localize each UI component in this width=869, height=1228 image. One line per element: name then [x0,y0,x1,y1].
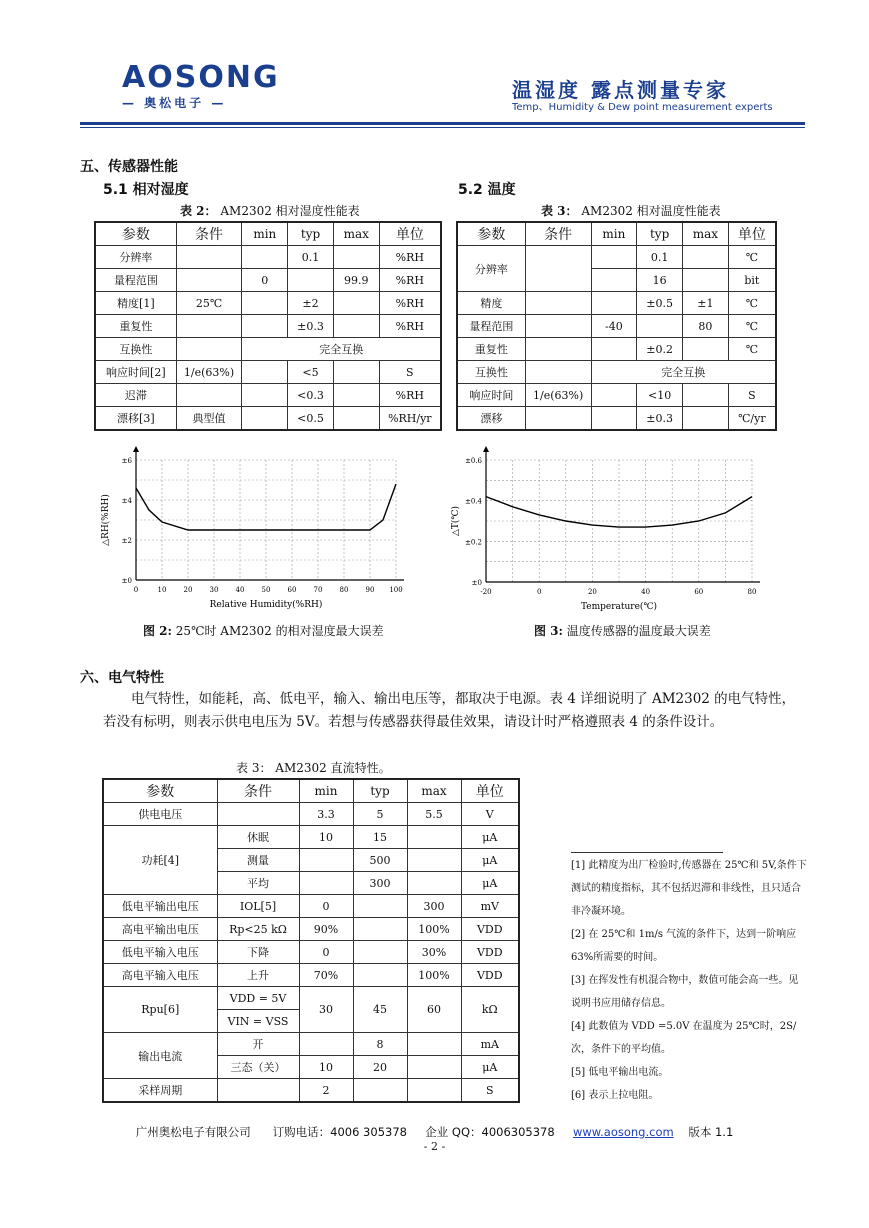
table-cell: <10 [637,384,683,407]
x-tick-label: 40 [235,586,245,594]
y-tick-label: ±4 [121,497,132,505]
header-cell: 条件 [176,222,242,246]
table-cell: 8 [353,1033,407,1056]
table-cell [353,918,407,941]
table-cell: 2 [299,1079,353,1103]
table-row [457,407,776,431]
table-cell: ±0.3 [637,407,683,431]
table-cell: ±1 [683,292,729,315]
table-header-row [457,222,776,246]
table-cell: 80 [683,315,729,338]
table-cell: 供电电压 [103,803,217,826]
table-cell [525,246,591,292]
dc-characteristics-table [102,778,520,1103]
table-cell: ℃ [728,292,776,315]
y-tick-label: ±0 [121,577,132,585]
x-tick-label: 10 [157,586,167,594]
table-cell: 测量 [217,849,299,872]
table-cell: 100% [407,918,461,941]
table-cell: 响应时间 [457,384,525,407]
table-cell: mV [461,895,519,918]
table-cell [333,315,379,338]
header-cell: 单位 [379,222,441,246]
header-cell: typ [288,222,334,246]
table-cell [591,338,637,361]
x-axis-label: Relative Humidity(%RH) [209,600,323,610]
table-cell: 分辨率 [457,246,525,292]
table-cell [242,407,288,431]
table-cell: μA [461,849,519,872]
table-cell [591,246,637,269]
header-cell: 参数 [457,222,525,246]
table-cell [242,246,288,269]
table-cell: 100% [407,964,461,987]
table-cell [591,407,637,431]
table-cell [242,384,288,407]
table-cell [176,384,242,407]
table-cell: 300 [407,895,461,918]
table-cell: ℃/yr [728,407,776,431]
table-cell [591,292,637,315]
table-cell: 10 [299,1056,353,1079]
table-cell: ℃ [728,246,776,269]
table-cell [288,269,334,292]
footer-website-link[interactable]: www.aosong.com [572,1125,674,1139]
table-cell [353,964,407,987]
y-tick-label: ±2 [121,537,132,545]
table-cell [407,1056,461,1079]
header-cell: max [407,779,461,803]
company-logo-subtitle: — 奥松电子 — [122,96,227,110]
table-cell: VDD [461,941,519,964]
table-caption [180,202,360,219]
footnotes [571,854,807,1107]
table-caption-text: AM2302 直流特性。 [275,761,391,775]
table-cell: 漂移[3] [95,407,176,431]
footer-version: 版本 1.1 [688,1125,734,1139]
table-cell: 70% [299,964,353,987]
table-cell: 开 [217,1033,299,1056]
table-cell: 30% [407,941,461,964]
table-cell: %RH [379,384,441,407]
table-cell [407,1033,461,1056]
table-caption [236,759,391,776]
subsection-title-humidity: 5.1 相对湿度 [103,182,189,198]
x-axis-label: Temperature(℃) [580,602,658,612]
table-cell: ±2 [288,292,334,315]
table-row [103,987,519,1010]
table-cell: 低电平输出电压 [103,895,217,918]
table-cell [683,338,729,361]
table-cell: 30 [299,987,353,1033]
table-caption-text: AM2302 相对湿度性能表 [220,204,360,218]
x-tick-label: 100 [389,586,403,594]
table-cell: VIN = VSS [217,1010,299,1033]
table-cell [683,384,729,407]
table-cell [333,292,379,315]
table-cell: 量程范围 [457,315,525,338]
table-cell: IOL[5] [217,895,299,918]
table-cell: 20 [353,1056,407,1079]
section-title: 六、电气特性 [80,670,164,686]
header-cell: min [591,222,637,246]
table-cell: 下降 [217,941,299,964]
table-cell: 低电平输入电压 [103,941,217,964]
x-tick-label: 0 [536,588,542,596]
table-cell: ±0.2 [637,338,683,361]
section-title: 五、传感器性能 [80,159,178,175]
header-cell: max [333,222,379,246]
table-cell: mA [461,1033,519,1056]
table-cell [333,361,379,384]
table-cell [217,803,299,826]
table-row [103,1079,519,1103]
table-cell: 休眠 [217,826,299,849]
header-cell: 单位 [728,222,776,246]
table-row [95,338,441,361]
table-row [457,361,776,384]
footnote: [2] 在 25℃和 1m/s 气流的条件下，达到一阶响应 63%所需要的时间。 [571,929,797,963]
header-cell: 参数 [95,222,176,246]
subsection-title-temp: 5.2 温度 [458,182,516,198]
table-cell [176,246,242,269]
table-cell: kΩ [461,987,519,1033]
header-slogan: 温湿度 露点测量专家 [512,78,729,102]
table-cell: 量程范围 [95,269,176,292]
table-row [95,246,441,269]
table-cell: 响应时间[2] [95,361,176,384]
table-cell: 1/e(63%) [525,384,591,407]
table-cell: 三态（关） [217,1056,299,1079]
x-tick-label: 60 [287,586,297,594]
figure-caption-label: 图 3: [534,624,563,638]
figure-caption [534,622,711,639]
humidity-performance-table [94,221,442,431]
header-cell: typ [637,222,683,246]
table-row [103,826,519,849]
table-cell [525,292,591,315]
table-cell: μA [461,1056,519,1079]
section-paragraph: 电气特性，如能耗，高、低电平，输入、输出电压等，都取决于电源。表 4 详细说明了 AM2302 的电气特性，若没有标明，则表示供电电压为 5V。若想与传感器获得最佳效果，请设计时严格遵照表 4 的条件设计。 [103,691,796,730]
table-cell: S [728,384,776,407]
table-cell: 功耗[4] [103,826,217,895]
temperature-performance-table [456,221,777,431]
table-cell: 500 [353,849,407,872]
table-cell: 99.9 [333,269,379,292]
table-cell: 45 [353,987,407,1033]
table-row [95,315,441,338]
table-cell: 3.3 [299,803,353,826]
table-cell [525,407,591,431]
temperature-error-chart [430,440,770,620]
table-cell [217,1079,299,1103]
table-cell: VDD [461,964,519,987]
table-cell: 60 [407,987,461,1033]
table-row [95,384,441,407]
table-cell [353,1079,407,1103]
table-cell: 高电平输出电压 [103,918,217,941]
y-tick-label: ±0.6 [465,457,482,465]
table-cell [407,872,461,895]
header-cell: 参数 [103,779,217,803]
figure-caption [143,622,384,639]
table-cell: 重复性 [95,315,176,338]
table-cell: 0 [242,269,288,292]
header-cell: max [683,222,729,246]
y-axis-arrow [133,446,139,452]
header-slogan-en: Temp、Humidity & Dew point measurement experts [512,102,773,113]
table-cell: -40 [591,315,637,338]
x-tick-label: 80 [747,588,757,596]
header-cell: 条件 [217,779,299,803]
table-row [103,941,519,964]
table-row [103,964,519,987]
table-row [103,1033,519,1056]
table-caption-text: AM2302 相对温度性能表 [581,204,721,218]
error-curve [136,484,396,530]
footer-qq: 企业 QQ：4006305378 [425,1125,555,1139]
footnote: [3] 在挥发性有机混合物中，数值可能会高一些。见说明书应用储存信息。 [571,975,799,1009]
page-footer [0,1124,869,1140]
table-cell: 迟滞 [95,384,176,407]
header-rule-thin [80,127,805,128]
header-cell: 单位 [461,779,519,803]
table-cell [525,338,591,361]
table-cell: 300 [353,872,407,895]
table-row [95,407,441,431]
table-cell: 15 [353,826,407,849]
table-cell [407,849,461,872]
table-cell: 平均 [217,872,299,895]
table-row [95,361,441,384]
y-tick-label: ±6 [121,457,132,465]
table-cell: %RH/yr [379,407,441,431]
table-cell: 90% [299,918,353,941]
table-cell [333,246,379,269]
x-tick-label: 0 [133,586,139,594]
table-cell: 采样周期 [103,1079,217,1103]
x-tick-label: -20 [480,588,492,596]
table-cell: 0 [299,895,353,918]
table-cell: 0.1 [637,246,683,269]
table-cell [333,407,379,431]
table-cell [683,269,729,292]
table-cell [525,315,591,338]
table-cell [176,338,242,361]
table-cell [353,941,407,964]
y-tick-label: ±0 [471,579,482,587]
footnote-rule [571,852,723,853]
table-caption-label: 表 3： [541,204,578,218]
y-axis-label: △T(℃) [451,505,461,537]
table-cell [242,315,288,338]
x-tick-label: 90 [365,586,375,594]
table-header-row [95,222,441,246]
table-cell [353,895,407,918]
footer-company: 广州奥松电子有限公司 [135,1125,251,1139]
table-cell [683,407,729,431]
table-cell: 高电平输入电压 [103,964,217,987]
table-caption-label: 表 3： [236,761,272,775]
table-cell: 上升 [217,964,299,987]
table-cell: Rpu[6] [103,987,217,1033]
table-cell: S [461,1079,519,1103]
footnote: [6] 表示上拉电阻。 [571,1090,659,1101]
table-cell: %RH [379,315,441,338]
x-tick-label: 40 [641,588,651,596]
table-row [457,315,776,338]
table-cell [637,315,683,338]
table-cell [176,315,242,338]
table-cell: VDD [461,918,519,941]
table-cell: %RH [379,246,441,269]
footnote: [5] 低电平输出电流。 [571,1067,669,1078]
table-cell: μA [461,826,519,849]
table-cell: Rp<25 kΩ [217,918,299,941]
table-cell: <0.3 [288,384,334,407]
table-cell: %RH [379,292,441,315]
table-cell: ±0.5 [637,292,683,315]
table-cell [407,1079,461,1103]
table-cell: 分辨率 [95,246,176,269]
table-row [95,269,441,292]
table-cell [525,361,591,384]
humidity-error-chart [96,440,416,620]
table-cell [176,269,242,292]
table-cell [299,1033,353,1056]
table-cell: 典型值 [176,407,242,431]
page-number: - 2 - [423,1140,446,1153]
table-cell [299,849,353,872]
table-cell: 重复性 [457,338,525,361]
x-tick-label: 50 [261,586,271,594]
table-cell: 漂移 [457,407,525,431]
table-cell: 完全互换 [242,338,441,361]
table-cell: 互换性 [457,361,525,384]
y-axis-arrow [483,446,489,452]
table-row [103,895,519,918]
table-cell: bit [728,269,776,292]
table-row [457,246,776,269]
table-caption-label: 表 2： [180,204,217,218]
table-cell [299,872,353,895]
table-cell: <5 [288,361,334,384]
header-cell: min [242,222,288,246]
table-cell [407,826,461,849]
table-cell: 输出电流 [103,1033,217,1079]
table-cell [333,384,379,407]
header-cell: 条件 [525,222,591,246]
table-cell: V [461,803,519,826]
footnote: [1] 此精度为出厂检验时,传感器在 25℃和 5V,条件下测试的精度指标，其不包括迟滞和非线性，且只适合非冷凝环境。 [571,860,807,917]
table-row [457,384,776,407]
header-cell: min [299,779,353,803]
table-cell: 互换性 [95,338,176,361]
table-cell: ℃ [728,315,776,338]
x-tick-label: 30 [209,586,219,594]
table-cell: <0.5 [288,407,334,431]
table-cell: 25℃ [176,292,242,315]
table-cell: 16 [637,269,683,292]
figure-caption-label: 图 2: [143,624,172,638]
x-tick-label: 70 [313,586,323,594]
table-cell: 0.1 [288,246,334,269]
table-row [457,292,776,315]
table-cell: 5 [353,803,407,826]
table-cell: 10 [299,826,353,849]
table-header-row [103,779,519,803]
header-rule [80,122,805,125]
figure-caption-text: 25℃时 AM2302 的相对湿度最大误差 [175,624,384,638]
y-tick-label: ±0.4 [465,497,482,506]
table-cell [242,361,288,384]
x-tick-label: 80 [339,586,349,594]
table-cell [242,292,288,315]
footer-phone: 订购电话：4006 305378 [272,1125,407,1139]
table-cell [683,246,729,269]
table-cell [591,384,637,407]
table-cell: 完全互换 [591,361,776,384]
figure-caption-text: 温度传感器的温度最大误差 [566,624,711,638]
table-cell: 精度 [457,292,525,315]
table-row [457,338,776,361]
table-cell: 1/e(63%) [176,361,242,384]
table-cell: 5.5 [407,803,461,826]
x-tick-label: 60 [694,588,704,596]
header-cell: typ [353,779,407,803]
table-cell: VDD = 5V [217,987,299,1010]
table-cell: μA [461,872,519,895]
y-axis-label: △RH(%RH) [101,494,111,546]
footnote: [4] 此数值为 VDD =5.0V 在温度为 25℃时，2S/次，条件下的平均值。 [571,1021,797,1055]
table-row [103,918,519,941]
table-caption [541,202,721,219]
table-cell: S [379,361,441,384]
y-tick-label: ±0.2 [465,538,482,547]
x-tick-label: 20 [183,586,193,594]
table-row [95,292,441,315]
table-cell: 精度[1] [95,292,176,315]
company-logo: AOSONG [122,60,280,95]
x-tick-label: 20 [587,588,597,596]
table-cell [591,269,637,292]
table-cell: 0 [299,941,353,964]
table-row [103,803,519,826]
table-cell: %RH [379,269,441,292]
table-cell: ℃ [728,338,776,361]
table-cell: ±0.3 [288,315,334,338]
